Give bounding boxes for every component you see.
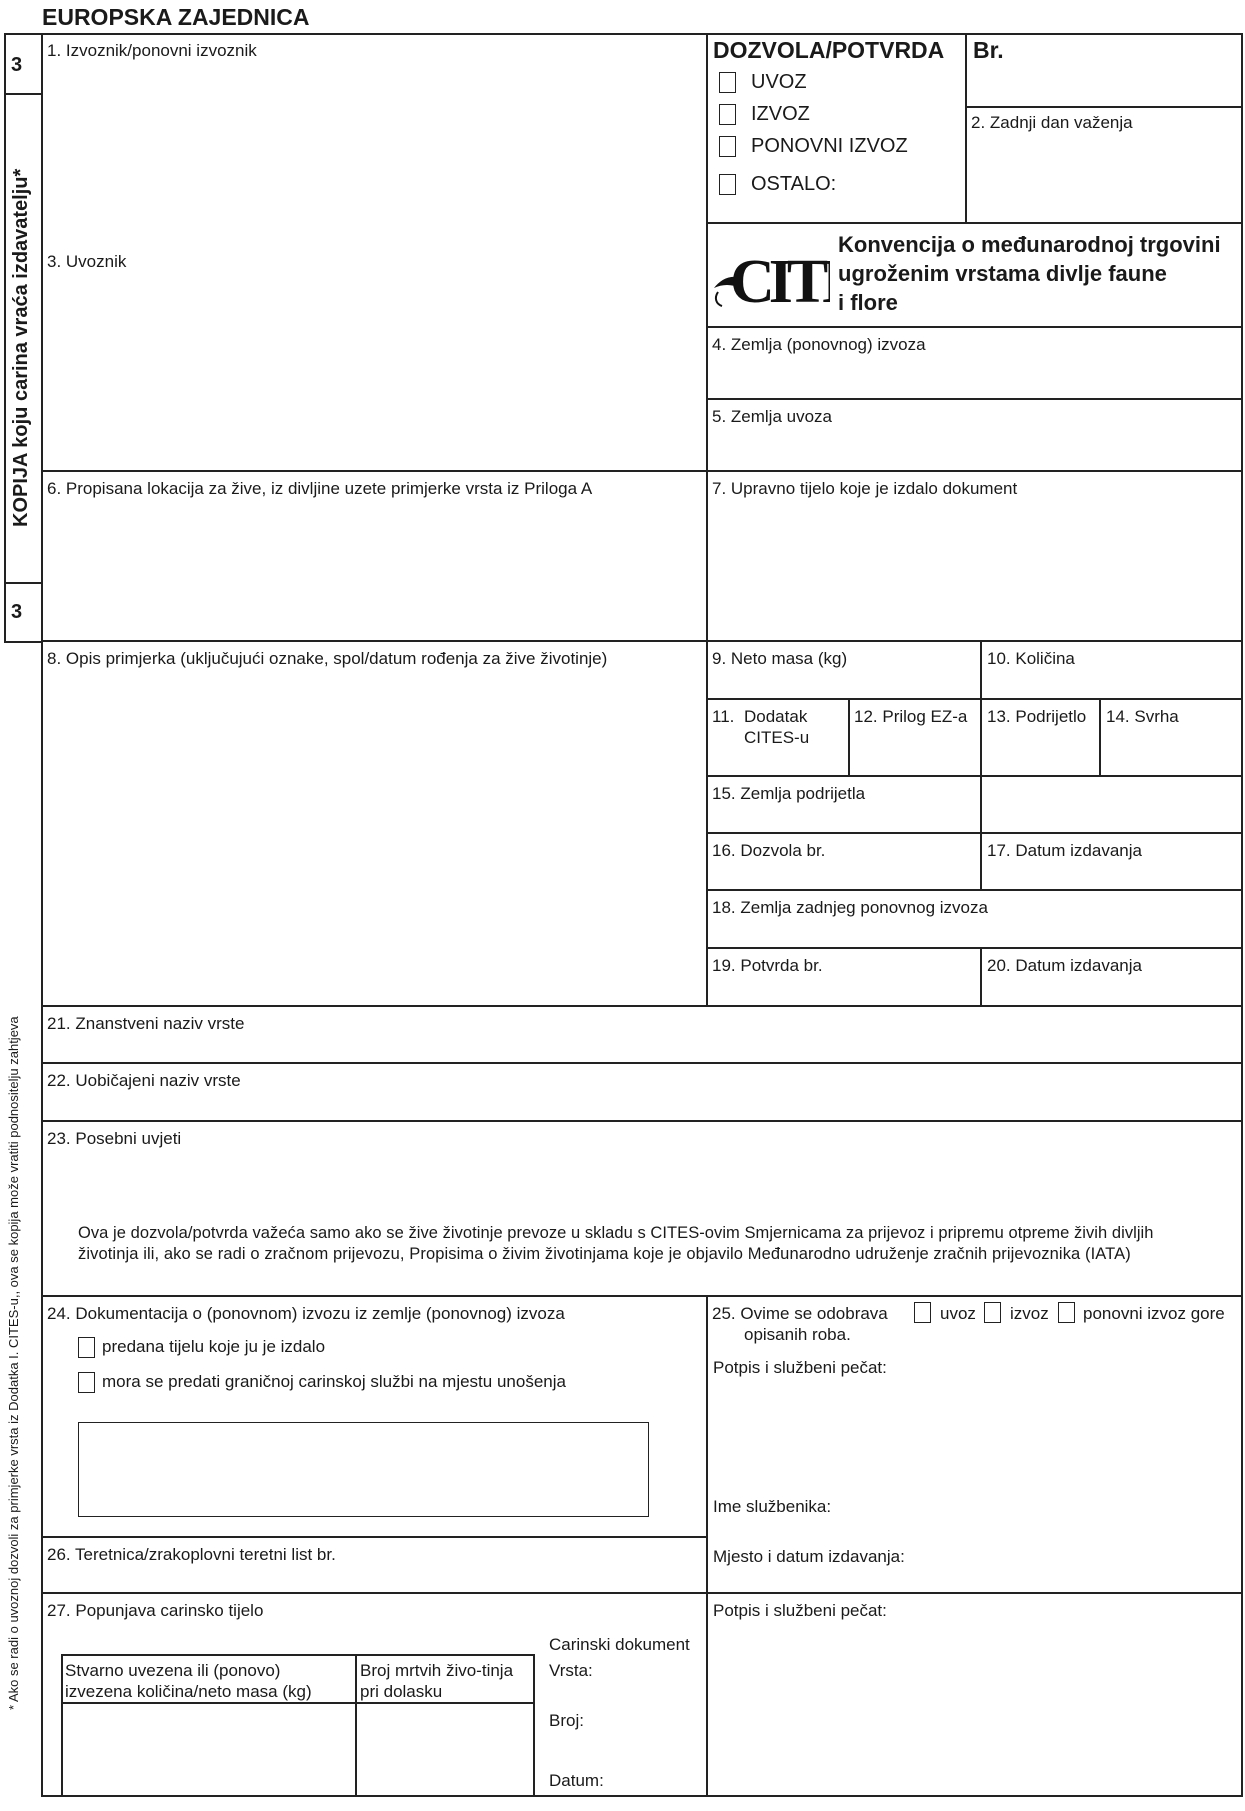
cites-logo-trunk bbox=[716, 292, 722, 306]
f27-quantity-field[interactable] bbox=[64, 1705, 352, 1793]
f25-signature-field[interactable] bbox=[712, 1382, 1237, 1492]
row15-top bbox=[706, 775, 1243, 777]
f27-table-right bbox=[533, 1654, 535, 1797]
f25-signature-label: Potpis i službeni pečat: bbox=[713, 1358, 887, 1377]
row19-top bbox=[706, 947, 1243, 949]
convention-line-1: Konvencija o međunarodnoj trgovini bbox=[838, 232, 1221, 257]
f12-label: 12. Prilog EZ-a bbox=[854, 707, 968, 726]
f27-label: 27. Popunjava carinsko tijelo bbox=[47, 1601, 264, 1620]
f26-field[interactable] bbox=[44, 1566, 702, 1590]
col-980-lower bbox=[980, 947, 982, 1007]
side-copy-label: KOPIJA koju carina vraća izdavatelju* bbox=[10, 168, 32, 527]
f4-box-bottom bbox=[706, 398, 1243, 400]
row16-top bbox=[706, 832, 1243, 834]
row6-top-line bbox=[41, 470, 1243, 472]
f27-col1-line1: Stvarno uvezena ili (ponovo) bbox=[65, 1661, 281, 1680]
f6-label: 6. Propisana lokacija za žive, iz divljine uzete primjerke vrsta iz Priloga A bbox=[47, 479, 593, 498]
f27-signature-label: Potpis i službeni pečat: bbox=[713, 1601, 887, 1620]
f27-table-middle bbox=[355, 1654, 357, 1797]
f11-label-line2: CITES-u bbox=[744, 728, 810, 747]
checkbox-uvoz[interactable] bbox=[719, 72, 736, 93]
copy-number-bottom: 3 bbox=[11, 601, 23, 623]
f27-table-top bbox=[61, 1654, 535, 1656]
f24-label: 24. Dokumentacija o (ponovnom) izvozu iz zemlje (ponovnog) izvoza bbox=[47, 1304, 565, 1323]
f26-label: 26. Teretnica/zrakoplovni teretni list br. bbox=[47, 1545, 336, 1564]
f2-label: 2. Zadnji dan važenja bbox=[971, 113, 1133, 132]
cites-logo-graphic bbox=[712, 230, 830, 312]
f18-label: 18. Zemlja zadnjeg ponovnog izvoza bbox=[712, 898, 988, 917]
row22-top bbox=[41, 1062, 1243, 1064]
row21-top bbox=[41, 1005, 1243, 1007]
checkbox-f25-ponovni[interactable] bbox=[1058, 1302, 1075, 1323]
f25-izvoz-label: izvoz bbox=[1010, 1304, 1049, 1323]
side-footnote: * Ako se radi o uvoznoj dozvoli za primjerke vrsta iz Dodatka I. CITES-u,, ova se kopija može vratiti podnositelju zahtjeva bbox=[6, 1016, 21, 1710]
f24-option-border: mora se predati graničnoj carinskoj službi na mjestu unošenja bbox=[102, 1372, 566, 1391]
main-left-line bbox=[41, 33, 43, 1797]
f27-col2-line2: pri dolasku bbox=[360, 1682, 443, 1701]
customs-document-label: Carinski dokument bbox=[549, 1635, 690, 1654]
option-izvoz: IZVOZ bbox=[751, 103, 810, 125]
option-ponovni-izvoz: PONOVNI IZVOZ bbox=[751, 135, 908, 157]
f8-field[interactable] bbox=[44, 672, 702, 1002]
f25-label: 25. Ovime se odobrava bbox=[712, 1304, 888, 1323]
f4-field[interactable] bbox=[712, 358, 1237, 394]
frame-bottom-line bbox=[41, 1795, 1243, 1797]
main-right-line bbox=[1241, 33, 1243, 1797]
f27-col2-line1: Broj mrtvih živo-tinja bbox=[360, 1661, 514, 1680]
permit-heading: DOZVOLA/POTVRDA bbox=[713, 37, 945, 63]
checkbox-ponovni-izvoz[interactable] bbox=[719, 136, 736, 157]
f5-label: 5. Zemlja uvoza bbox=[712, 407, 832, 426]
checkbox-f25-izvoz[interactable] bbox=[984, 1302, 1001, 1323]
f16-label: 16. Dozvola br. bbox=[712, 841, 826, 860]
f25-ponovni-label: ponovni izvoz gore bbox=[1083, 1304, 1225, 1323]
row11-top bbox=[706, 698, 1243, 700]
customs-date-label: Datum: bbox=[549, 1771, 604, 1790]
col-980-upper bbox=[980, 640, 982, 890]
customs-type-label: Vrsta: bbox=[549, 1661, 593, 1680]
f27-dead-animals-field[interactable] bbox=[358, 1705, 530, 1793]
cites-logo bbox=[712, 230, 830, 312]
checkbox-izvoz[interactable] bbox=[719, 104, 736, 125]
f23-note-line1: Ova je dozvola/potvrda važeća samo ako se žive životinje prevoze u skladu s CITES-ovim Smjernicama za prijevoz i pripremu otpreme živih divljih bbox=[78, 1224, 1154, 1242]
logo-box-bottom bbox=[706, 326, 1243, 328]
f9-label: 9. Neto masa (kg) bbox=[712, 649, 848, 668]
customs-number-label: Broj: bbox=[549, 1711, 584, 1730]
row8-top-line bbox=[41, 640, 1243, 642]
f25-uvoz-label: uvoz bbox=[940, 1304, 976, 1323]
strip-top-divider bbox=[4, 93, 42, 95]
f7-field[interactable] bbox=[712, 502, 1237, 636]
number-box-bottom bbox=[965, 106, 1243, 108]
f10-label: 10. Količina bbox=[987, 649, 1075, 668]
row24-top bbox=[41, 1295, 1243, 1297]
row23-top bbox=[41, 1120, 1243, 1122]
option-uvoz: UVOZ bbox=[751, 71, 807, 93]
f20-label: 20. Datum izdavanja bbox=[987, 956, 1142, 975]
f3-label: 3. Uvoznik bbox=[47, 252, 127, 271]
permit-number-label: Br. bbox=[973, 37, 1004, 63]
f25-place-date: Mjesto i datum izdavanja: bbox=[713, 1547, 905, 1566]
f11-number: 11. bbox=[712, 707, 735, 726]
f24-option-handed: predana tijelu koje ju je izdalo bbox=[102, 1337, 326, 1356]
form-title: EUROPSKA ZAJEDNICA bbox=[42, 4, 310, 30]
f24-stamp-box[interactable] bbox=[78, 1422, 649, 1517]
f1-exporter-field[interactable] bbox=[44, 64, 702, 244]
f3-importer-field[interactable] bbox=[44, 276, 702, 466]
f22-label: 22. Uobičajeni naziv vrste bbox=[47, 1071, 241, 1090]
f15-label: 15. Zemlja podrijetla bbox=[712, 784, 866, 803]
convention-line-3: i flore bbox=[838, 290, 898, 315]
f25-official-name: Ime službenika: bbox=[713, 1497, 832, 1516]
f27-col1-line2: izvezena količina/neto masa (kg) bbox=[65, 1682, 312, 1701]
row27-top bbox=[41, 1592, 1243, 1594]
f27-table-left bbox=[61, 1654, 63, 1797]
checkbox-ostalo[interactable] bbox=[719, 174, 736, 195]
f6-field[interactable] bbox=[44, 502, 702, 636]
checkbox-f24-border[interactable] bbox=[78, 1372, 95, 1393]
f23-label: 23. Posebni uvjeti bbox=[47, 1129, 182, 1148]
convention-line-2: ugroženim vrstama divlje faune bbox=[838, 261, 1167, 286]
f14-label: 14. Svrha bbox=[1106, 707, 1179, 726]
frame-top-line bbox=[4, 33, 1243, 35]
row18-top bbox=[706, 889, 1243, 891]
permit-box-bottom bbox=[706, 222, 1243, 224]
row26-top bbox=[41, 1536, 707, 1538]
f4-label: 4. Zemlja (ponovnog) izvoza bbox=[712, 335, 926, 354]
f1-label: 1. Izvoznik/ponovni izvoznik bbox=[47, 41, 257, 60]
permit-divider bbox=[965, 33, 967, 223]
f23-note-line2: životinja ili, ako se radi o zračnom prijevozu, Propisima o živim životinjama koje je objavilo Međunarodno udruženje zračnih prijevoznika (IATA) bbox=[78, 1245, 1131, 1263]
f8-label: 8. Opis primjerka (uključujući oznake, spol/datum rođenja za žive životinje) bbox=[47, 649, 608, 668]
col-848 bbox=[848, 698, 850, 776]
copy-number-top: 3 bbox=[11, 54, 23, 76]
strip-low-divider bbox=[4, 582, 42, 584]
center-divider bbox=[706, 33, 708, 1007]
f17-label: 17. Datum izdavanja bbox=[987, 841, 1142, 860]
option-ostalo: OSTALO: bbox=[751, 173, 837, 195]
checkbox-f24-handed[interactable] bbox=[78, 1337, 95, 1358]
checkbox-f25-uvoz[interactable] bbox=[914, 1302, 931, 1323]
f11-label-line1: Dodatak bbox=[744, 707, 808, 726]
f27-table-header-bottom bbox=[61, 1702, 535, 1704]
f21-label: 21. Znanstveni naziv vrste bbox=[47, 1014, 245, 1033]
f13-label: 13. Podrijetlo bbox=[987, 707, 1087, 726]
f7-label: 7. Upravno tijelo koje je izdalo dokument bbox=[712, 479, 1018, 498]
frame-left-line bbox=[4, 33, 6, 642]
f5-field[interactable] bbox=[712, 430, 1237, 466]
f19-label: 19. Potvrda br. bbox=[712, 956, 823, 975]
cites-logo-text: CIT bbox=[730, 248, 823, 312]
f25-line2: opisanih roba. bbox=[744, 1325, 851, 1344]
lower-center-divider bbox=[706, 1295, 708, 1795]
strip-bottom-line bbox=[4, 641, 42, 643]
col-1099 bbox=[1099, 698, 1101, 776]
permit-number-field[interactable] bbox=[1030, 40, 1235, 100]
